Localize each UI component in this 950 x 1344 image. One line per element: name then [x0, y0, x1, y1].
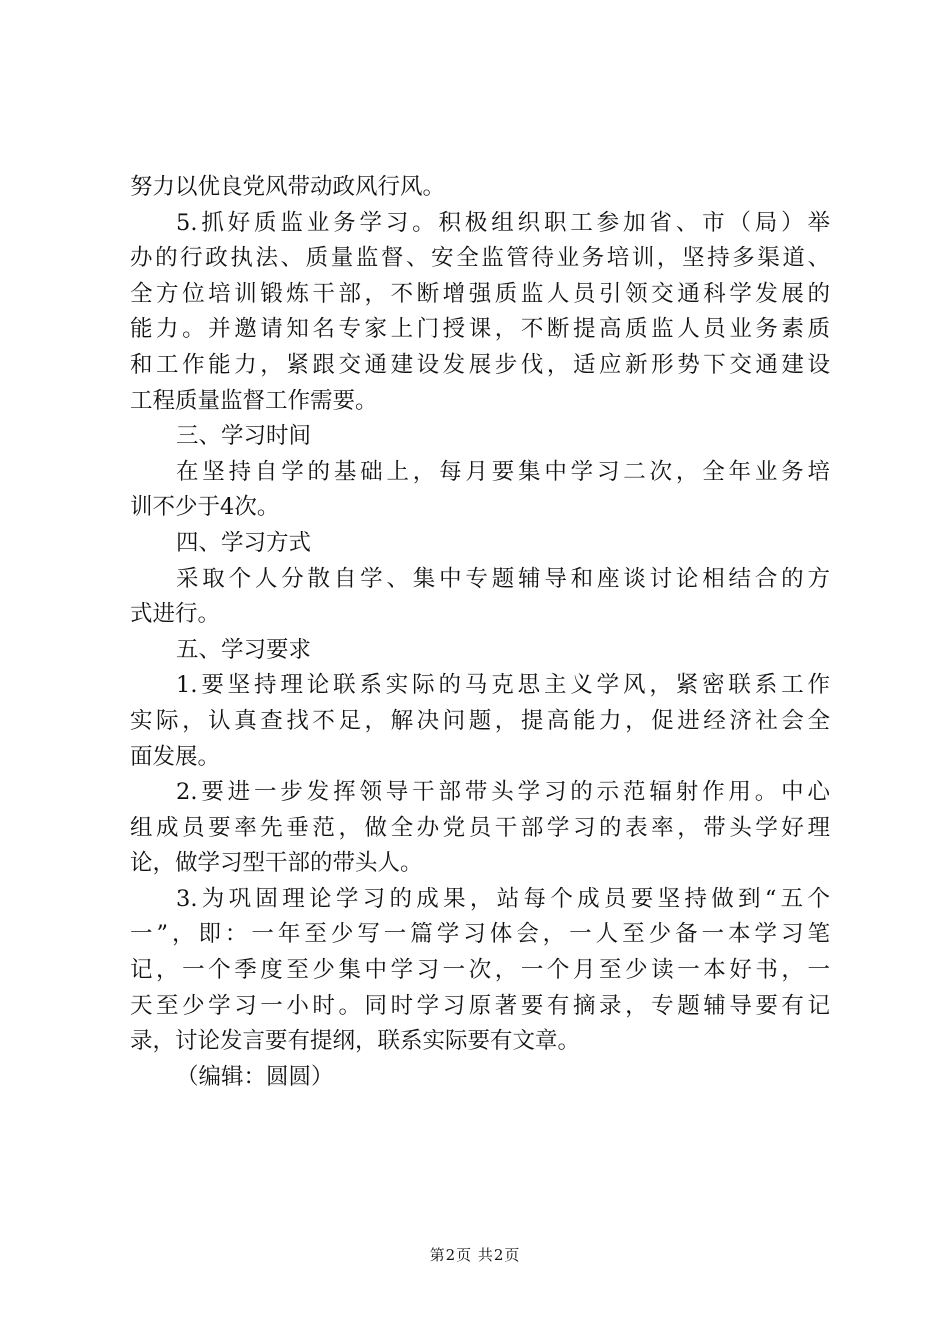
text-line: 天至少学习一小时。同时学习原著要有摘录，专题辅导要有记 [130, 992, 830, 1019]
text-line: 5.抓好质监业务学习。积极组织职工参加省、市（局）举 [176, 209, 830, 236]
text-line: 努力以优良党风带动政风行风。 [130, 174, 446, 200]
text-line: 面发展。 [130, 743, 221, 770]
text-line: 工程质量监督工作需要。 [130, 387, 378, 414]
text-line: 录，讨论发言要有提纲，联系实际要有文章。 [130, 1028, 581, 1055]
text-line: 四、学习方式 [176, 529, 312, 556]
text-line: 办的行政执法、质量监督、安全监管待业务培训，坚持多渠道、 [130, 245, 830, 272]
text-line: 和工作能力，紧跟交通建设发展步伐，适应新形势下交通建设 [130, 351, 830, 378]
text-line: 在坚持自学的基础上，每月要集中学习二次，全年业务培 [176, 458, 830, 485]
text-line: 式进行。 [130, 601, 221, 628]
text-line: 采取个人分散自学、集中专题辅导和座谈讨论相结合的方 [176, 565, 830, 592]
text-line: 3.为巩固理论学习的成果，站每个成员要坚持做到“五个 [176, 885, 830, 912]
page-number-footer: 第2页 共2页 [429, 1246, 521, 1264]
text-line: 一”，即：一年至少写一篇学习体会，一人至少备一本学习笔 [130, 921, 830, 948]
text-line: 2.要进一步发挥领导干部带头学习的示范辐射作用。中心 [176, 779, 830, 806]
text-line: 论，做学习型干部的带头人。 [130, 850, 423, 877]
text-line: 实际，认真查找不足，解决问题，提高能力，促进经济社会全 [130, 707, 830, 734]
document-body [130, 170, 830, 1095]
text-line: 能力。并邀请知名专家上门授课，不断提高质监人员业务素质 [130, 316, 830, 343]
text-line: 记，一个季度至少集中学习一次，一个月至少读一本好书，一 [130, 957, 830, 984]
text-line: （编辑：圆圆） [176, 1063, 334, 1090]
text-line: 训不少于4次。 [130, 494, 280, 521]
text-line: 组成员要率先垂范，做全办党员干部学习的表率，带头学好理 [130, 814, 830, 841]
text-line: 全方位培训锻炼干部，不断增强质监人员引领交通科学发展的 [130, 280, 830, 307]
text-line: 1.要坚持理论联系实际的马克思主义学风，紧密联系工作 [176, 672, 830, 699]
text-line: 三、学习时间 [176, 423, 312, 450]
text-line: 五、学习要求 [176, 636, 312, 663]
